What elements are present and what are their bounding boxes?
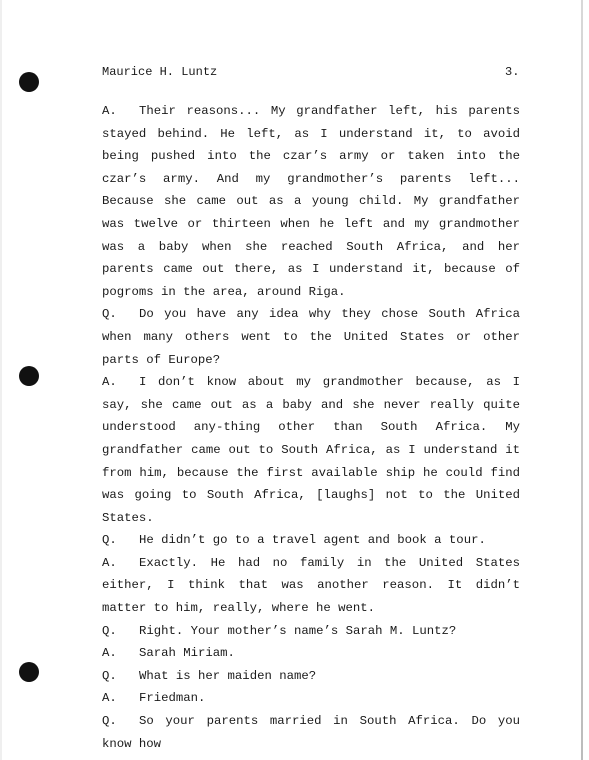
speaker-label: Q. [102, 533, 117, 548]
speaker-label: A. [102, 646, 117, 661]
paragraph-text: Exactly. He had no family in the United States either, I think that was another reason. It didn’t matter to him, really, where he went. [102, 555, 520, 616]
speaker-label: Q. [102, 668, 117, 683]
paragraph [102, 710, 520, 755]
paragraph-text: So your parents married in South Africa. Do you know how [102, 714, 520, 751]
speaker-label: A. [102, 104, 117, 118]
speaker-label: A. [102, 555, 117, 570]
speaker-label: A. [102, 691, 117, 706]
speaker-label: Q. [102, 307, 117, 322]
paragraph [102, 620, 520, 643]
punch-hole-top [19, 72, 39, 92]
paragraph-text: Friedman. [139, 691, 206, 706]
speaker-label: A. [102, 375, 117, 390]
paragraph-text: Do you have any idea why they chose South Africa when many others went to the United States or other parts of Europe? [102, 307, 520, 367]
paragraph [102, 529, 520, 552]
header-interviewee-name: Maurice H. Luntz [102, 65, 218, 79]
paragraph-text: I don’t know about my grandmother because, as I say, she came out as a baby and she never really quite understood any-thing other than South Africa. My grandfather came out to South Africa, as I understand it from him, because the first available ship he could find was going to South Africa, [laughs] not to the United States. [102, 375, 520, 525]
speaker-label: Q. [102, 623, 117, 638]
punch-hole-bottom [19, 662, 39, 682]
page-right-edge [581, 0, 583, 760]
paragraph-text: Sarah Miriam. [139, 646, 235, 661]
speaker-label: Q. [102, 714, 117, 729]
paragraph [102, 665, 520, 688]
paragraph-text: Right. Your mother’s name’s Sarah M. Luntz? [139, 623, 457, 638]
paragraph [102, 303, 520, 371]
paragraph [102, 100, 520, 303]
paragraph-text: Their reasons... My grandfather left, his parents stayed behind. He left, as I understand it, to avoid being pushed into the czar’s army or taken into the czar’s army. And my grandmother’s parents left... Because she came out as a young child. My grandfather was twelve or thirteen when he left and my grandmother was a baby when she reached South Africa, and her parents came out there, as I understand it, because of pogroms in the area, around Riga. [102, 104, 520, 299]
paragraph [102, 552, 520, 620]
punch-hole-middle [19, 366, 39, 386]
page-left-edge [0, 0, 2, 760]
paragraph-text: What is her maiden name? [139, 668, 317, 683]
transcript-body [102, 100, 520, 755]
paragraph [102, 642, 520, 665]
page-number: 3. [505, 65, 520, 79]
paragraph-text: He didn’t go to a travel agent and book a tour. [139, 533, 486, 548]
paragraph [102, 371, 520, 529]
paragraph [102, 687, 520, 710]
